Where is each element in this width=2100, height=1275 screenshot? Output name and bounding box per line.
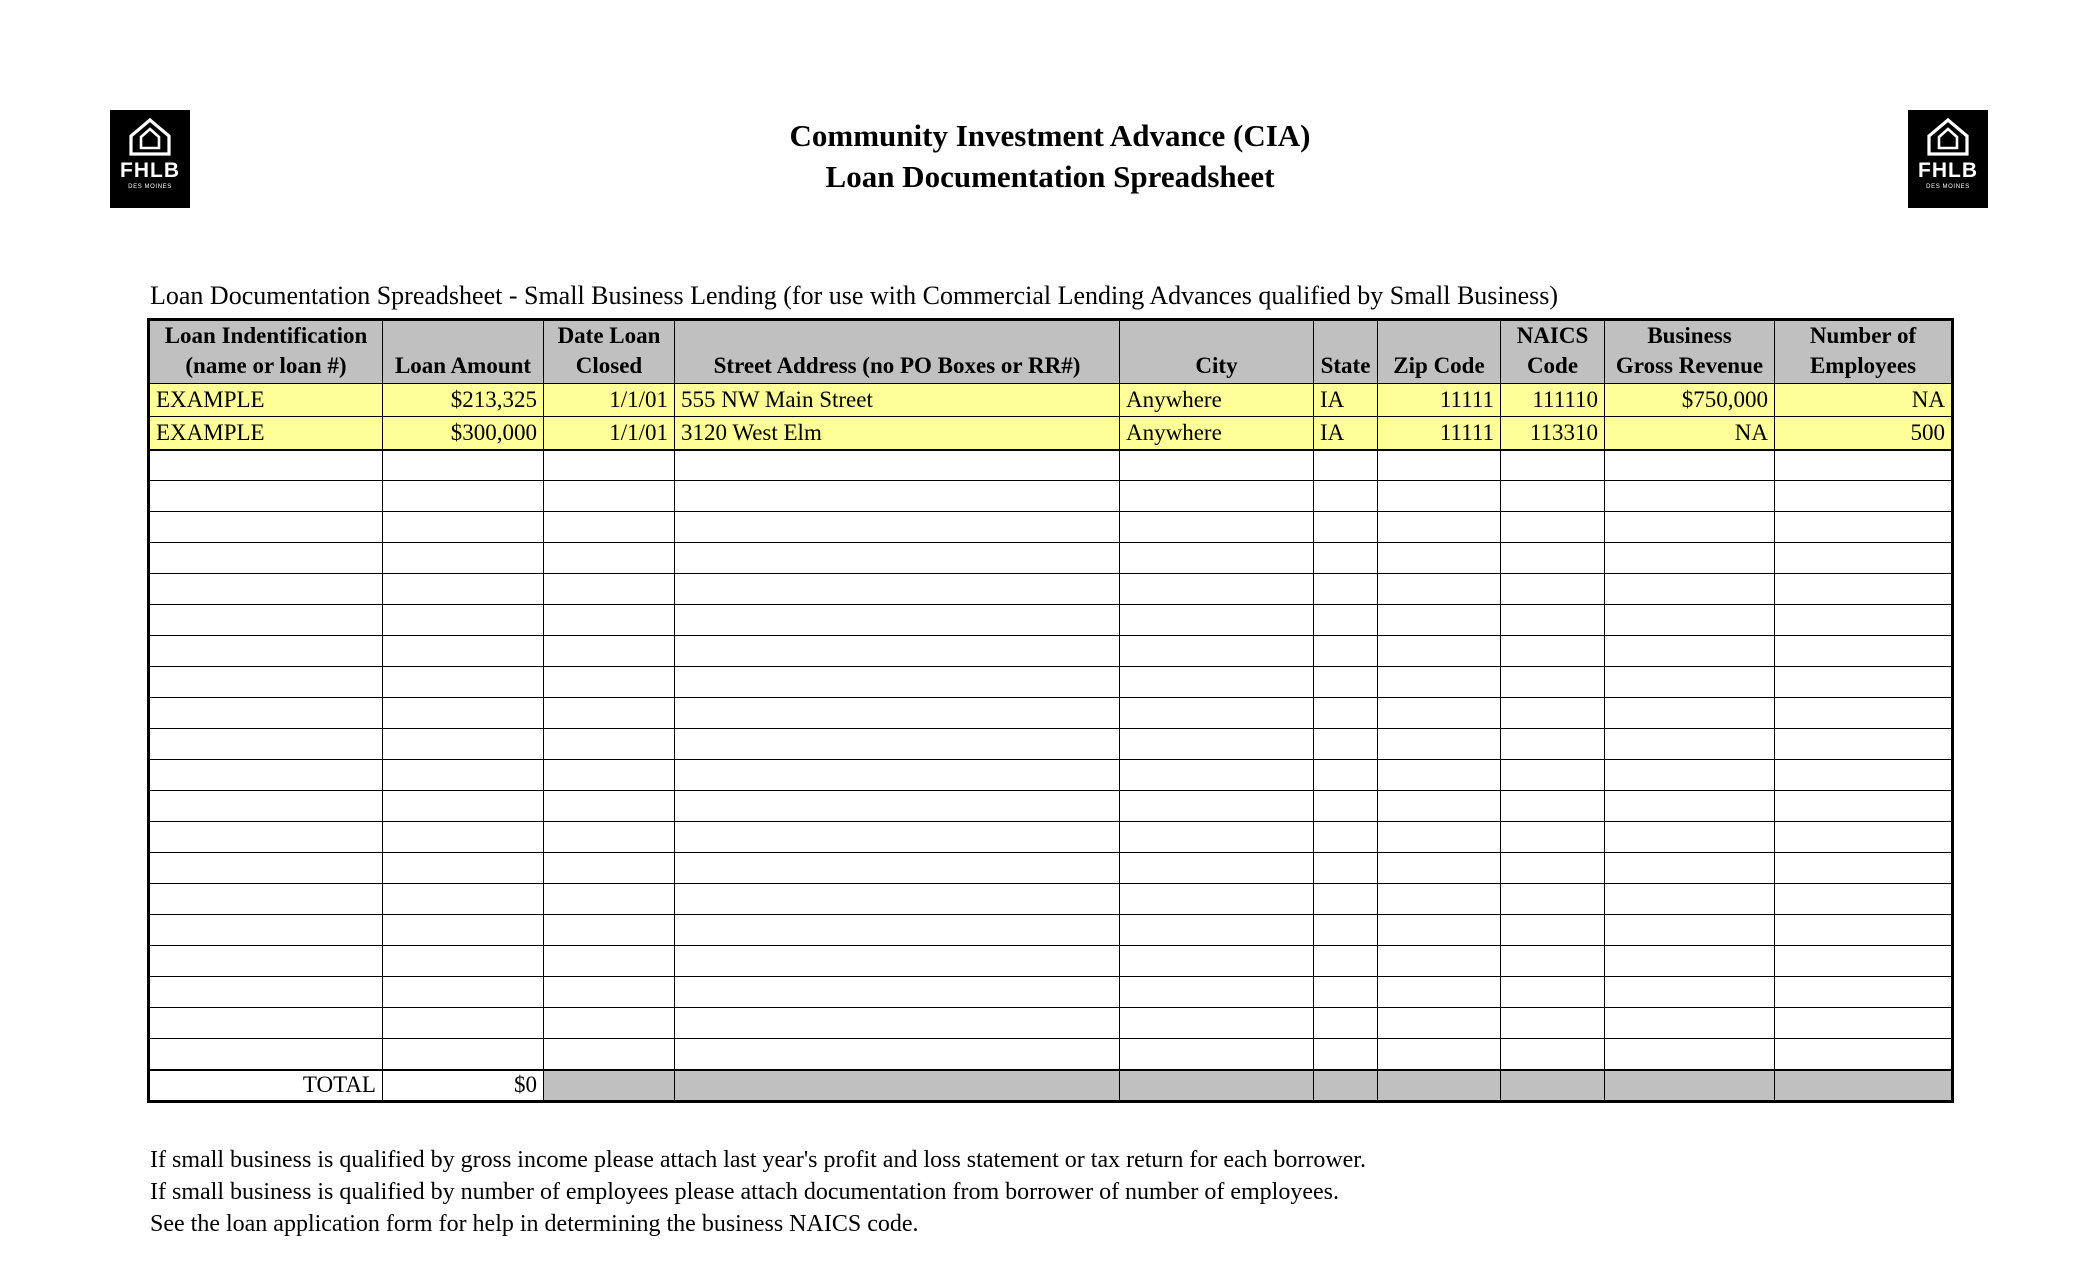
empty-cell bbox=[383, 481, 544, 512]
empty-cell bbox=[149, 977, 383, 1008]
empty-cell bbox=[675, 1039, 1120, 1070]
logo-text: FHLB bbox=[120, 159, 180, 182]
empty-cell bbox=[1605, 574, 1775, 605]
note-line: If small business is qualified by number of employees please attach documentation from borrower of number of employees. bbox=[150, 1179, 1339, 1206]
empty-cell bbox=[1775, 853, 1953, 884]
empty-cell bbox=[1501, 853, 1605, 884]
header-cell: Number of Employees bbox=[1775, 320, 1953, 384]
empty-cell bbox=[1378, 791, 1501, 822]
empty-row bbox=[149, 977, 1953, 1008]
empty-cell bbox=[1120, 853, 1314, 884]
header-cell: Zip Code bbox=[1378, 320, 1501, 384]
empty-cell bbox=[675, 977, 1120, 1008]
empty-row bbox=[149, 915, 1953, 946]
empty-cell bbox=[383, 946, 544, 977]
empty-cell bbox=[383, 543, 544, 574]
empty-cell bbox=[1775, 884, 1953, 915]
empty-cell bbox=[1378, 450, 1501, 481]
empty-cell bbox=[675, 543, 1120, 574]
empty-cell bbox=[1120, 512, 1314, 543]
empty-cell bbox=[675, 450, 1120, 481]
empty-cell bbox=[1378, 698, 1501, 729]
empty-cell bbox=[1120, 1039, 1314, 1070]
empty-cell bbox=[675, 853, 1120, 884]
empty-cell bbox=[1605, 1039, 1775, 1070]
empty-cell bbox=[383, 450, 544, 481]
empty-cell bbox=[675, 512, 1120, 543]
empty-cell bbox=[544, 543, 675, 574]
empty-cell bbox=[1501, 574, 1605, 605]
header-cell: NAICS Code bbox=[1501, 320, 1605, 384]
empty-cell bbox=[1501, 450, 1605, 481]
empty-cell bbox=[1120, 636, 1314, 667]
empty-cell bbox=[1501, 946, 1605, 977]
empty-cell bbox=[383, 1008, 544, 1039]
empty-cell bbox=[1775, 481, 1953, 512]
empty-cell bbox=[544, 1008, 675, 1039]
empty-row bbox=[149, 853, 1953, 884]
example-cell: 1/1/01 bbox=[544, 417, 675, 450]
empty-cell bbox=[149, 853, 383, 884]
header-cell: City bbox=[1120, 320, 1314, 384]
empty-cell bbox=[544, 667, 675, 698]
empty-cell bbox=[1775, 512, 1953, 543]
header-cell: Street Address (no PO Boxes or RR#) bbox=[675, 320, 1120, 384]
empty-cell bbox=[1120, 574, 1314, 605]
total-gray-cell bbox=[675, 1070, 1120, 1102]
example-cell: NA bbox=[1605, 417, 1775, 450]
empty-cell bbox=[544, 636, 675, 667]
empty-cell bbox=[149, 667, 383, 698]
page-titles bbox=[0, 116, 2100, 198]
empty-cell bbox=[1378, 915, 1501, 946]
empty-cell bbox=[1501, 543, 1605, 574]
empty-cell bbox=[1120, 543, 1314, 574]
empty-cell bbox=[1120, 667, 1314, 698]
empty-cell bbox=[1775, 636, 1953, 667]
logo-text: FHLB bbox=[1918, 159, 1978, 182]
total-label-cell: TOTAL bbox=[149, 1070, 383, 1102]
empty-cell bbox=[1501, 605, 1605, 636]
empty-cell bbox=[1314, 1039, 1378, 1070]
empty-cell bbox=[1775, 822, 1953, 853]
empty-cell bbox=[675, 729, 1120, 760]
empty-cell bbox=[1605, 946, 1775, 977]
example-cell: $300,000 bbox=[383, 417, 544, 450]
empty-row bbox=[149, 698, 1953, 729]
empty-cell bbox=[1605, 512, 1775, 543]
empty-cell bbox=[383, 667, 544, 698]
empty-cell bbox=[1314, 605, 1378, 636]
empty-cell bbox=[675, 574, 1120, 605]
empty-cell bbox=[1605, 667, 1775, 698]
empty-cell bbox=[383, 760, 544, 791]
example-cell: EXAMPLE bbox=[149, 384, 383, 417]
example-cell: 11111 bbox=[1378, 384, 1501, 417]
empty-cell bbox=[383, 605, 544, 636]
empty-cell bbox=[1775, 543, 1953, 574]
empty-cell bbox=[383, 915, 544, 946]
empty-cell bbox=[1605, 853, 1775, 884]
empty-cell bbox=[544, 605, 675, 636]
empty-cell bbox=[1378, 729, 1501, 760]
empty-cell bbox=[383, 853, 544, 884]
empty-cell bbox=[1120, 1008, 1314, 1039]
empty-cell bbox=[675, 791, 1120, 822]
empty-cell bbox=[1775, 946, 1953, 977]
empty-cell bbox=[1314, 760, 1378, 791]
empty-cell bbox=[1378, 512, 1501, 543]
empty-cell bbox=[1775, 698, 1953, 729]
empty-cell bbox=[1605, 605, 1775, 636]
empty-cell bbox=[1314, 729, 1378, 760]
total-gray-cell bbox=[1120, 1070, 1314, 1102]
empty-cell bbox=[1120, 946, 1314, 977]
empty-cell bbox=[1314, 915, 1378, 946]
empty-cell bbox=[1775, 667, 1953, 698]
empty-cell bbox=[383, 636, 544, 667]
empty-row bbox=[149, 1008, 1953, 1039]
empty-cell bbox=[1605, 791, 1775, 822]
empty-cell bbox=[149, 791, 383, 822]
empty-cell bbox=[1314, 853, 1378, 884]
empty-cell bbox=[1120, 977, 1314, 1008]
total-gray-cell bbox=[1775, 1070, 1953, 1102]
total-row bbox=[149, 1070, 1953, 1102]
total-gray-cell bbox=[1378, 1070, 1501, 1102]
empty-cell bbox=[149, 822, 383, 853]
empty-cell bbox=[383, 977, 544, 1008]
empty-cell bbox=[149, 543, 383, 574]
empty-cell bbox=[1501, 791, 1605, 822]
page-title-line2: Loan Documentation Spreadsheet bbox=[825, 158, 1275, 194]
empty-row bbox=[149, 760, 1953, 791]
empty-cell bbox=[149, 450, 383, 481]
empty-cell bbox=[149, 574, 383, 605]
empty-row bbox=[149, 512, 1953, 543]
empty-cell bbox=[1120, 729, 1314, 760]
empty-cell bbox=[149, 605, 383, 636]
empty-cell bbox=[544, 698, 675, 729]
example-cell: 3120 West Elm bbox=[675, 417, 1120, 450]
empty-row bbox=[149, 822, 1953, 853]
empty-cell bbox=[1314, 450, 1378, 481]
empty-cell bbox=[383, 822, 544, 853]
empty-cell bbox=[1775, 915, 1953, 946]
empty-cell bbox=[1378, 636, 1501, 667]
empty-cell bbox=[1378, 760, 1501, 791]
empty-cell bbox=[149, 481, 383, 512]
empty-cell bbox=[1501, 667, 1605, 698]
empty-row bbox=[149, 946, 1953, 977]
empty-cell bbox=[1314, 977, 1378, 1008]
empty-cell bbox=[1605, 636, 1775, 667]
empty-cell bbox=[675, 481, 1120, 512]
empty-cell bbox=[1775, 1039, 1953, 1070]
empty-cell bbox=[544, 884, 675, 915]
example-cell: IA bbox=[1314, 384, 1378, 417]
empty-cell bbox=[149, 760, 383, 791]
total-gray-cell bbox=[1314, 1070, 1378, 1102]
empty-cell bbox=[544, 512, 675, 543]
empty-cell bbox=[1120, 884, 1314, 915]
empty-cell bbox=[149, 1039, 383, 1070]
empty-cell bbox=[1605, 760, 1775, 791]
empty-cell bbox=[544, 946, 675, 977]
example-cell: 555 NW Main Street bbox=[675, 384, 1120, 417]
empty-cell bbox=[1314, 667, 1378, 698]
header-cell: Business Gross Revenue bbox=[1605, 320, 1775, 384]
empty-cell bbox=[544, 853, 675, 884]
empty-cell bbox=[1605, 450, 1775, 481]
empty-cell bbox=[1314, 946, 1378, 977]
empty-cell bbox=[544, 977, 675, 1008]
empty-cell bbox=[149, 915, 383, 946]
example-row bbox=[149, 384, 1953, 417]
empty-cell bbox=[1775, 760, 1953, 791]
empty-row bbox=[149, 729, 1953, 760]
empty-cell bbox=[383, 791, 544, 822]
empty-cell bbox=[383, 1039, 544, 1070]
empty-cell bbox=[675, 667, 1120, 698]
empty-cell bbox=[1501, 1008, 1605, 1039]
empty-cell bbox=[544, 574, 675, 605]
empty-cell bbox=[544, 450, 675, 481]
example-cell: 1/1/01 bbox=[544, 384, 675, 417]
empty-cell bbox=[1501, 636, 1605, 667]
example-cell: 113310 bbox=[1501, 417, 1605, 450]
empty-cell bbox=[1314, 512, 1378, 543]
empty-cell bbox=[1605, 822, 1775, 853]
empty-cell bbox=[1378, 667, 1501, 698]
empty-cell bbox=[1378, 605, 1501, 636]
empty-row bbox=[149, 667, 1953, 698]
empty-cell bbox=[1314, 822, 1378, 853]
empty-row bbox=[149, 450, 1953, 481]
page-title-line1: Community Investment Advance (CIA) bbox=[789, 118, 1311, 153]
note-line: See the loan application form for help in determining the business NAICS code. bbox=[150, 1211, 919, 1238]
empty-cell bbox=[1605, 977, 1775, 1008]
empty-cell bbox=[1314, 884, 1378, 915]
empty-row bbox=[149, 791, 1953, 822]
empty-cell bbox=[149, 636, 383, 667]
empty-cell bbox=[1605, 884, 1775, 915]
empty-row bbox=[149, 543, 1953, 574]
total-gray-cell bbox=[1605, 1070, 1775, 1102]
example-cell: $213,325 bbox=[383, 384, 544, 417]
total-gray-cell bbox=[544, 1070, 675, 1102]
empty-cell bbox=[675, 760, 1120, 791]
empty-cell bbox=[1120, 760, 1314, 791]
empty-cell bbox=[1775, 450, 1953, 481]
empty-cell bbox=[1120, 450, 1314, 481]
empty-cell bbox=[1314, 543, 1378, 574]
empty-cell bbox=[1501, 884, 1605, 915]
empty-cell bbox=[1378, 946, 1501, 977]
empty-cell bbox=[1775, 977, 1953, 1008]
empty-cell bbox=[1314, 698, 1378, 729]
example-cell: Anywhere bbox=[1120, 417, 1314, 450]
empty-cell bbox=[383, 574, 544, 605]
example-cell: 500 bbox=[1775, 417, 1953, 450]
header-cell: Date Loan Closed bbox=[544, 320, 675, 384]
empty-cell bbox=[149, 512, 383, 543]
empty-cell bbox=[1605, 1008, 1775, 1039]
empty-cell bbox=[1605, 915, 1775, 946]
empty-cell bbox=[675, 636, 1120, 667]
empty-cell bbox=[1378, 853, 1501, 884]
empty-cell bbox=[1501, 729, 1605, 760]
empty-cell bbox=[1378, 543, 1501, 574]
empty-cell bbox=[544, 791, 675, 822]
empty-cell bbox=[675, 946, 1120, 977]
empty-row bbox=[149, 574, 1953, 605]
empty-cell bbox=[1501, 915, 1605, 946]
empty-cell bbox=[1501, 1039, 1605, 1070]
example-row bbox=[149, 417, 1953, 450]
empty-cell bbox=[1120, 822, 1314, 853]
empty-row bbox=[149, 1039, 1953, 1070]
total-amount-cell: $0 bbox=[383, 1070, 544, 1102]
header-cell: State bbox=[1314, 320, 1378, 384]
empty-cell bbox=[675, 1008, 1120, 1039]
table-header-row bbox=[149, 320, 1953, 384]
empty-cell bbox=[1378, 1008, 1501, 1039]
total-gray-cell bbox=[1501, 1070, 1605, 1102]
empty-cell bbox=[1314, 574, 1378, 605]
empty-cell bbox=[1120, 481, 1314, 512]
empty-cell bbox=[149, 1008, 383, 1039]
empty-cell bbox=[1775, 605, 1953, 636]
empty-cell bbox=[1501, 512, 1605, 543]
empty-cell bbox=[1501, 760, 1605, 791]
empty-cell bbox=[1378, 1039, 1501, 1070]
empty-cell bbox=[1605, 481, 1775, 512]
empty-cell bbox=[383, 884, 544, 915]
empty-cell bbox=[1501, 977, 1605, 1008]
empty-cell bbox=[1775, 1008, 1953, 1039]
empty-cell bbox=[544, 760, 675, 791]
empty-cell bbox=[1605, 543, 1775, 574]
example-cell: 11111 bbox=[1378, 417, 1501, 450]
example-cell: EXAMPLE bbox=[149, 417, 383, 450]
empty-cell bbox=[675, 884, 1120, 915]
empty-cell bbox=[544, 729, 675, 760]
empty-cell bbox=[1378, 977, 1501, 1008]
empty-cell bbox=[1775, 791, 1953, 822]
logo-subtext: DES MOINES bbox=[128, 184, 172, 190]
footer-notes bbox=[150, 1144, 1366, 1240]
empty-cell bbox=[149, 884, 383, 915]
empty-cell bbox=[1314, 791, 1378, 822]
empty-cell bbox=[1501, 481, 1605, 512]
empty-cell bbox=[675, 605, 1120, 636]
empty-cell bbox=[1775, 729, 1953, 760]
empty-row bbox=[149, 605, 1953, 636]
empty-cell bbox=[1314, 481, 1378, 512]
header-cell: Loan Amount bbox=[383, 320, 544, 384]
empty-cell bbox=[1605, 698, 1775, 729]
example-cell: Anywhere bbox=[1120, 384, 1314, 417]
empty-cell bbox=[1120, 915, 1314, 946]
empty-cell bbox=[675, 915, 1120, 946]
empty-cell bbox=[149, 946, 383, 977]
empty-row bbox=[149, 481, 1953, 512]
empty-cell bbox=[544, 1039, 675, 1070]
empty-cell bbox=[1120, 791, 1314, 822]
empty-cell bbox=[544, 481, 675, 512]
empty-cell bbox=[544, 822, 675, 853]
empty-cell bbox=[1120, 605, 1314, 636]
example-cell: IA bbox=[1314, 417, 1378, 450]
empty-row bbox=[149, 636, 1953, 667]
empty-row bbox=[149, 884, 1953, 915]
empty-cell bbox=[1378, 822, 1501, 853]
empty-cell bbox=[1378, 884, 1501, 915]
empty-cell bbox=[383, 729, 544, 760]
empty-cell bbox=[544, 915, 675, 946]
table-caption: Loan Documentation Spreadsheet - Small Business Lending (for use with Commercial Lending Advances qualified by Small Business) bbox=[150, 281, 1559, 310]
empty-cell bbox=[149, 729, 383, 760]
empty-cell bbox=[1605, 729, 1775, 760]
empty-cell bbox=[383, 698, 544, 729]
empty-cell bbox=[1501, 698, 1605, 729]
empty-cell bbox=[1314, 1008, 1378, 1039]
example-cell: 111110 bbox=[1501, 384, 1605, 417]
empty-cell bbox=[1120, 698, 1314, 729]
example-cell: $750,000 bbox=[1605, 384, 1775, 417]
empty-cell bbox=[149, 698, 383, 729]
empty-cell bbox=[1314, 636, 1378, 667]
empty-cell bbox=[675, 822, 1120, 853]
empty-cell bbox=[1775, 574, 1953, 605]
header-cell: Loan Indentification (name or loan #) bbox=[149, 320, 383, 384]
empty-cell bbox=[383, 512, 544, 543]
empty-cell bbox=[1501, 822, 1605, 853]
loan-table bbox=[147, 318, 1954, 1103]
empty-cell bbox=[1378, 574, 1501, 605]
note-line: If small business is qualified by gross income please attach last year's profit and loss statement or tax return for each borrower. bbox=[150, 1147, 1366, 1173]
logo-subtext: DES MOINES bbox=[1926, 184, 1970, 190]
example-cell: NA bbox=[1775, 384, 1953, 417]
empty-cell bbox=[675, 698, 1120, 729]
empty-cell bbox=[1378, 481, 1501, 512]
